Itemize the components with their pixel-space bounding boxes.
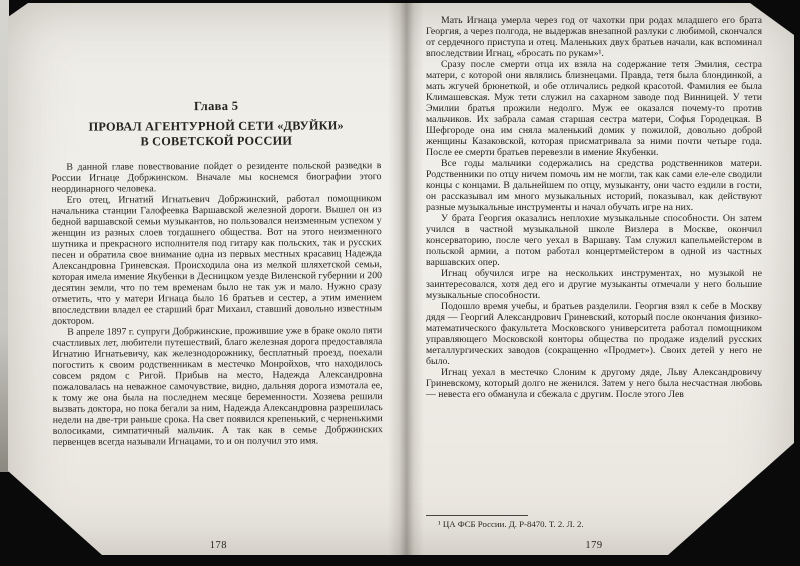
chapter-label: Глава 5 (193, 98, 239, 114)
left-page-number: 178 (209, 539, 228, 552)
paragraph: Подошло время учебы, и братьев разделили. Георгия взял к себе в Москву дядя — Георгий Александрович Гриневский, который после окончания физико-математического факультета Московского университета работал помощником управляющего Московской конторы общества по продаже изделий русских металлургических заводов (сокращенно «Продмет»). Своих детей у него не было. (426, 301, 762, 367)
paragraph: Игнац обучился игре на нескольких инструментах, но музыкой не заинтересовался, хотя дед его и другие музыканты отмечали у него большие музыкальные способности. (426, 268, 762, 301)
left-page (51, 2, 384, 556)
paragraph: У брата Георгия оказались неплохие музыкальные способности. Он затем учился в частной музыкальной школе Визлера в Москве, окончил консерваторию, после чего уехал в Варшаву. Там служил капельмейстером в польской армии, а потом работал концертмейстером в одной из частных варшавских опер. (426, 213, 762, 268)
footnote-rule (426, 515, 528, 516)
paragraph: Все годы мальчики содержались на средства родственников матери. Родственники по отцу ничем помочь им не могли, так как сами еле-еле сводили концы с концами. В дальнейшем по отцу, музыканту, они часто ездили в гости, он рассказывал им много музыкальных историй, показывал, как действуют разные музыкальные инструменты и начал обучать игре на них. (426, 158, 762, 213)
paragraph: Мать Игнаца умерла через год от чахотки при родах младшего его брата Георгия, а через полгода, не выдержав внезапной разлуки с любимой, скончался от сердечного приступа и отец. Маленьких двух братьев начали, как вспоминал впоследствии Игнац, «бросать по рукам»¹. (426, 15, 762, 59)
chapter-title-line-1: ПРОВАЛ АГЕНТУРНОЙ СЕТИ «ДВУЙКИ» (88, 118, 344, 134)
right-page-text (426, 15, 762, 400)
footnote-text: ¹ ЦА ФСБ России. Д. Р-8470. Т. 2. Л. 2. (438, 519, 584, 529)
paragraph: Игнац уехал в местечко Слоним к другому дяде, Льву Александровичу Гриневскому, который долго не женился. Затем у него была несчастная любовь — невеста его обманула и сбежала с другим. После этого Лев (426, 367, 762, 400)
right-page (426, 3, 762, 555)
footnote-block (426, 515, 762, 529)
paragraph: Сразу после смерти отца их взяла на содержание тетя Эмилия, сестра матери, с которой они являлись близнецами. Правда, тетя была блондинкой, а мать жгучей брюнеткой, и обе отличались редкой красотой. Фамилия ее была Климашевская. Муж тети служил на сахарном заводе под Винницей. У тети Эмилии братья прожили недолго. Муж ее оказался почему-то против мальчиков. Их забрала самая старшая сестра матери, Софья Городецкая. В Шефгороде она им сняла маленький домик у пожилой, довольно доброй женщины Казаковской, которая присматривала за ними почти четыре года. После ее смерти братьев перевезли в имение Якубенки. (426, 59, 762, 158)
scanner-edge-strip (0, 0, 9, 472)
paragraph: В апреле 1897 г. супруги Добржинские, прожившие уже в браке около пяти счастливых лет, любители путешествий, благо железная дорога предоставляла Игнатию Игнатьевичу, как железнодорожнику, бесплатный проезд, поехали погостить к своим родственникам в местечко Монройхов, что находилось совсем рядом с Ригой. Прибыв на место, Надежда Александровна пожаловалась на неважное самочувствие, видно, дальняя дорога измотала ее, к тому же она была на последнем месяце беременности. Хозяева решили вызвать доктора, но пока бегали за ним, Надежда Александровна разрешилась недели на две-три раньше срока. На свет появился крепенький, с черненькими волосиками, симпатичный мальчик. А так как в семье Добржинских первенцев всегда называли Игнацами, то и он получил это имя. (52, 325, 383, 448)
paragraph: Его отец, Игнатий Игнатьевич Добржинский, работал помощником начальника станции Галофеевка Варшавской железной дороги. Вышел он из бедной варшавской семьи музыкантов, но пользовался неизменным успехом у женщин из разных слоев тогдашнего общества. Вот на этого неизменного шутника и прекрасного исполнителя под гитару как польских, так и русских песен и обратила свое внимание одна из первых местных красавиц Надежда Александровна Гриневская. Происходила она из мелкой шляхетской семьи, которая имела имение Якубенки в Десницком уезде Виленской губернии и 200 десятин земли, что по тем временам было не так уж и мало. Нужно сразу отметить, что у матери Игнаца было 16 братьев и сестер, а этим имением впоследствии владел ее старший брат Михаил, ставший довольно известным доктором. (51, 193, 383, 327)
paragraph: В данной главе повествование пойдет о резиденте польской разведки в России Игнаце Добржинском. Вначале мы коснемся биографии этого неординарного человека. (51, 160, 382, 195)
right-page-number: 179 (585, 540, 603, 551)
chapter-title-line-2: В СОВЕТСКОЙ РОССИИ (140, 133, 293, 148)
chapter-heading (51, 98, 381, 149)
chapter-title (51, 118, 381, 149)
left-page-text (51, 160, 382, 448)
